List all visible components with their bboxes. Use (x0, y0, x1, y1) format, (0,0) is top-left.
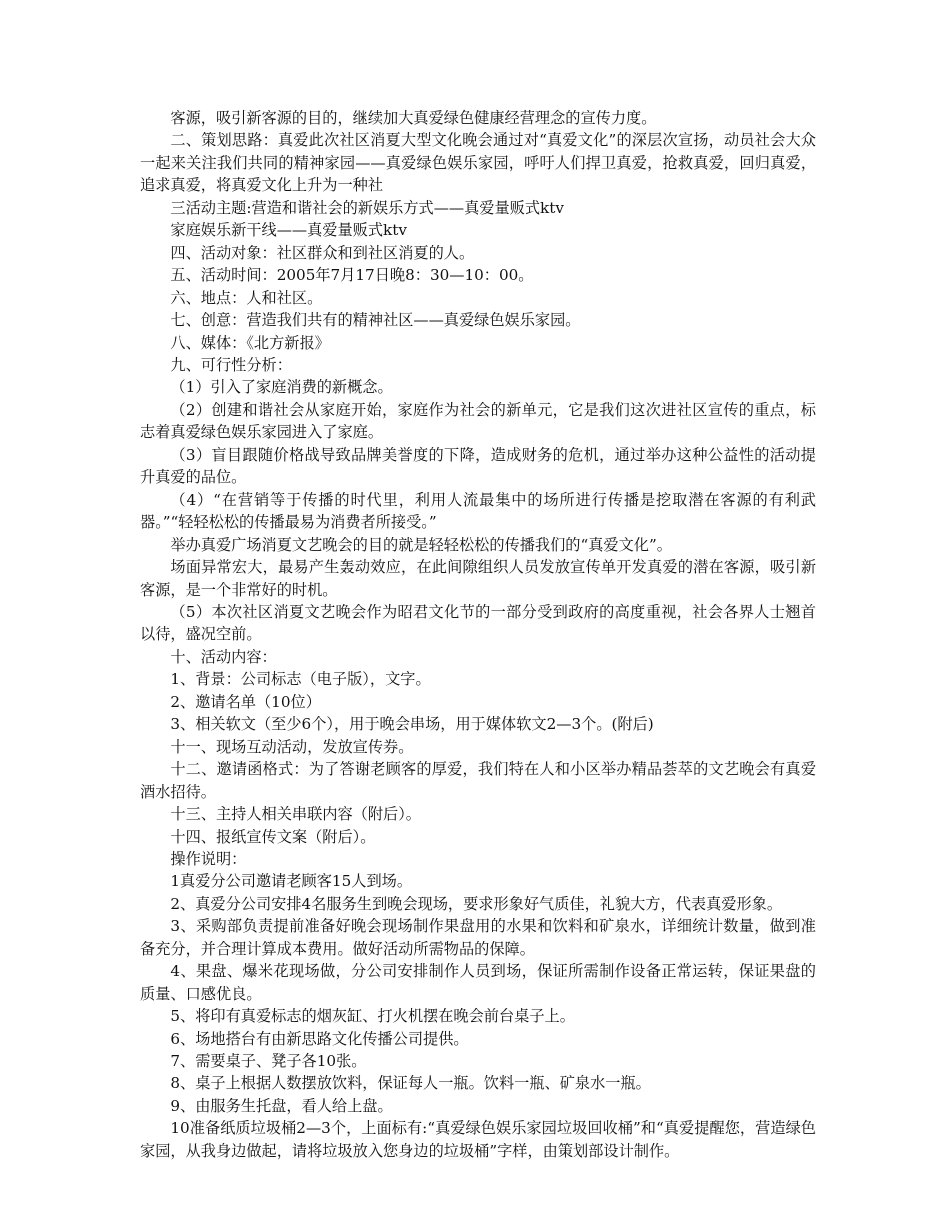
document-body (140, 107, 816, 1162)
paragraph: 10准备纸质垃圾桶2—3个，上面标有:“真爱绿色娱乐家园垃圾回收桶”和“真爱提醒您，营造绿色家园，从我身边做起，请将垃圾放入您身边的垃圾桶”字样，由策划部设计制作。 (140, 1119, 816, 1160)
paragraph: （5）本次社区消夏文艺晚会作为昭君文化节的一部分受到政府的高度重视，社会各界人士翘首以待，盛况空前。 (140, 602, 816, 644)
paragraph: 二、策划思路：真爱此次社区消夏大型文化晚会通过对“真爱文化”的深层次宣扬，动员社会大众一起来关注我们共同的精神家园——真爱绿色娱乐家园，呼吁人们捍卫真爱，抢救真爱，回归真爱，追求真爱，将真爱文化上升为一种社 (140, 131, 816, 195)
paragraph: 十四、报纸宣传文案（附后）。 (170, 827, 376, 846)
paragraph: 场面异常宏大，最易产生轰动效应，在此间隙组织人员发放宣传单开发真爱的潜在客源，吸引新客源，是一个非常好的时机。 (140, 558, 816, 599)
paragraph: 3、相关软文（至少6个），用于晚会串场，用于媒体软文2—3个。(附后) (170, 715, 654, 734)
paragraph: 四、活动对象：社区群众和到社区消夏的人。 (170, 243, 475, 262)
paragraph: 1、背景：公司标志（电子版），文字。 (170, 670, 431, 689)
paragraph: 7、需要桌子、凳子各10张。 (170, 1052, 367, 1071)
paragraph: （3）盲目跟随价格战导致品牌美誉度的下降，造成财务的危机，通过举办这种公益性的活动提升真爱的品位。 (140, 445, 816, 487)
paragraph: 2、邀请名单（10位） (170, 692, 321, 711)
paragraph: 三活动主题:营造和谐社会的新娱乐方式——真爱量贩式ktv (170, 198, 564, 217)
paragraph: 举办真爱广场消夏文艺晚会的目的就是轻轻松松的传播我们的“真爱文化”。 (170, 535, 672, 554)
paragraph: 十三、主持人相关串联内容（附后）。 (170, 805, 421, 824)
paragraph: 操作说明： (170, 849, 247, 868)
paragraph: 6、场地搭台有由新思路文化传播公司提供。 (170, 1029, 469, 1048)
paragraph: 十一、现场互动活动，发放宣传券。 (170, 737, 414, 756)
paragraph: 十二、邀请函格式：为了答谢老顾客的厚爱，我们特在人和小区举办精品荟萃的文艺晚会有真爱酒水招待。 (140, 760, 816, 801)
paragraph: 家庭娱乐新干线——真爱量贩式ktv (170, 221, 407, 240)
paragraph: （4）“在营销等于传播的时代里，利用人流最集中的场所进行传播是挖取潜在客源的有利武器。”“轻轻松松的传播最易为消费者所接受。” (140, 490, 816, 532)
paragraph: 十、活动内容： (170, 647, 277, 666)
paragraph: 8、桌子上根据人数摆放饮料，保证每人一瓶。饮料一瓶、矿泉水一瓶。 (170, 1074, 651, 1093)
paragraph: 3、采购部负责提前准备好晚会现场制作果盘用的水果和饮料和矿泉水，详细统计数量，做到准备充分，并合理计算成本费用。做好活动所需物品的保障。 (140, 917, 816, 958)
paragraph: 六、地点：人和社区。 (170, 288, 323, 307)
paragraph: 2、真爱分公司安排4名服务生到晚会现场，要求形象好气质佳，礼貌大方，代表真爱形象。 (170, 894, 783, 913)
paragraph: （2）创建和谐社会从家庭开始，家庭作为社会的新单元，它是我们这次进社区宣传的重点，标志着真爱绿色娱乐家园进入了家庭。 (140, 400, 816, 442)
paragraph: （1）引入了家庭消费的新概念。 (170, 378, 393, 397)
paragraph: 七、创意：营造我们共有的精神社区——真爱绿色娱乐家园。 (170, 311, 581, 330)
paragraph: 八、媒体：《北方新报》 (170, 333, 330, 352)
paragraph: 4、果盘、爆米花现场做，分公司安排制作人员到场，保证所需制作设备正常运转，保证果盘的质量、口感优良。 (140, 962, 816, 1003)
paragraph: 客源，吸引新客源的目的，继续加大真爱绿色健康经营理念的宣传力度。 (170, 109, 657, 127)
paragraph: 5、将印有真爱标志的烟灰缸、打火机摆在晚会前台桌子上。 (170, 1007, 575, 1026)
paragraph: 九、可行性分析： (170, 355, 292, 374)
paragraph: 9、由服务生托盘，看人给上盘。 (170, 1096, 393, 1115)
paragraph: 五、活动时间：2005年7月17日晚8：30—10：00。 (170, 266, 534, 285)
paragraph: 1真爱分公司邀请老顾客15人到场。 (170, 872, 413, 891)
